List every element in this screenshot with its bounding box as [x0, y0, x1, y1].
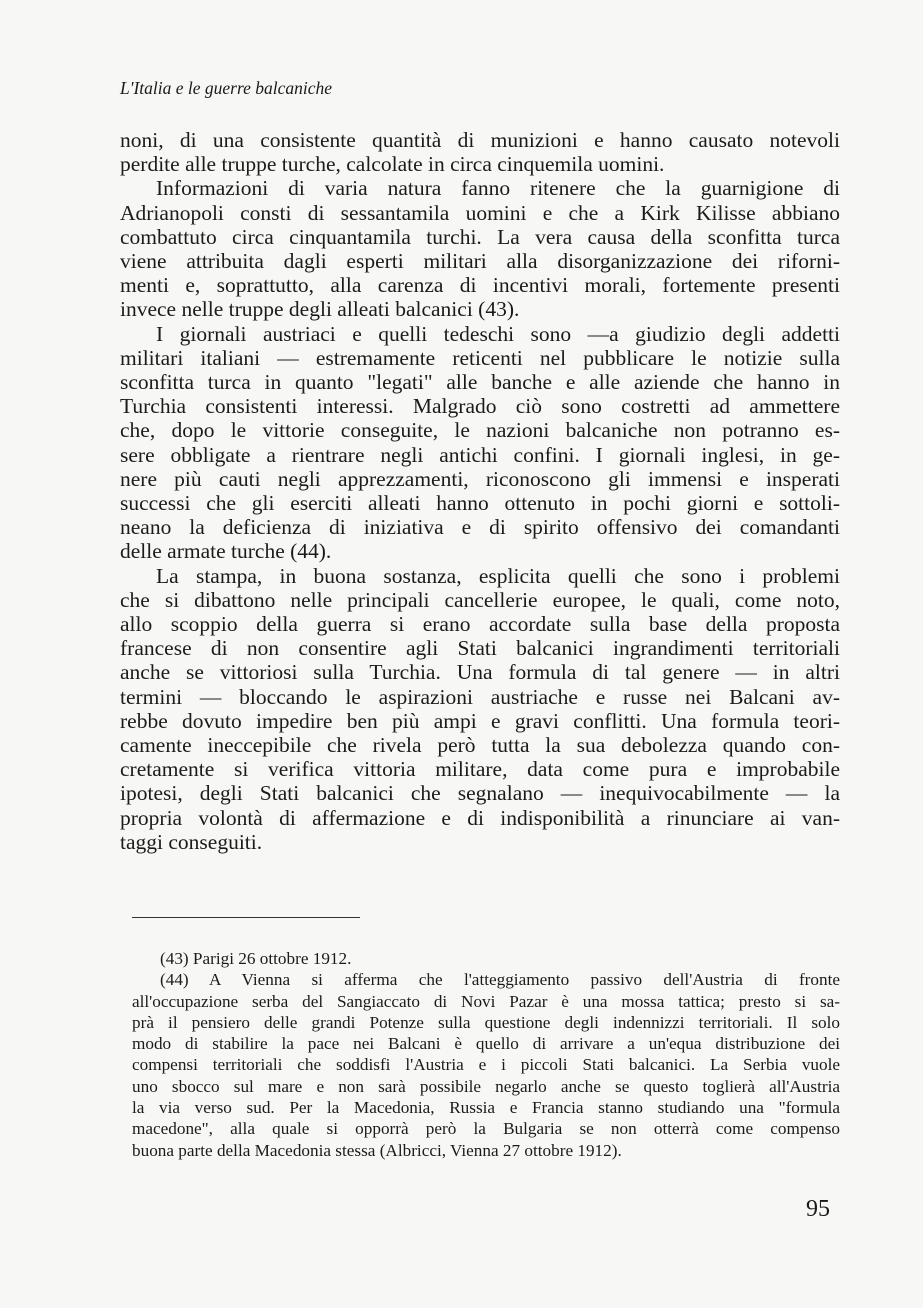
running-head: L'Italia e le guerre balcaniche	[120, 78, 333, 98]
text-line: noni, di una consistente quantità di munizioni e hanno causato notevoli	[120, 128, 840, 152]
text-line: rebbe dovuto impedire ben più ampi e gravi conflitti. Una formula teori-	[120, 708, 840, 733]
footnote-line: all'occupazione serba del Sangiaccato di Novi Pazar è una mossa tattica; presto si sa-	[132, 991, 840, 1011]
text-line: successi che gli eserciti alleati hanno ottenuto in pochi giorni e sottoli-	[120, 491, 840, 516]
text-line: menti e, soprattutto, alla carenza di incentivi morali, fortemente presenti	[120, 273, 840, 298]
text-line: viene attribuita dagli esperti militari alla disorganizzazione dei riforni-	[120, 249, 840, 274]
text-line: sconfitta turca in quanto "legati" alle banche e alle aziende che hanno in	[120, 370, 840, 395]
footnote-line: buona parte della Macedonia stessa (Albricci, Vienna 27 ottobre 1912).	[132, 1140, 622, 1160]
text-line: Informazioni di varia natura fanno ritenere che la guarnigione di	[156, 176, 840, 201]
text-line: neano la deficienza di iniziativa e di spirito offensivo dei comandanti	[120, 515, 840, 540]
text-line: che si dibattono nelle principali cancellerie europee, le quali, come noto,	[120, 587, 840, 612]
text-line: camente ineccepibile che rivela però tutta la sua debolezza quando con-	[120, 733, 840, 758]
footnote-line: (43) Parigi 26 ottobre 1912.	[160, 949, 352, 968]
text-line: militari italiani — estremamente reticenti nel pubblicare le notizie sulla	[120, 345, 840, 370]
text-line: anche se vittoriosi sulla Turchia. Una formula di tal genere — in altri	[120, 660, 840, 685]
page-number: 95	[806, 1196, 830, 1222]
text-line: nere più cauti negli apprezzamenti, riconoscono gli immensi e insperati	[120, 466, 840, 491]
text-line: allo scoppio della guerra si erano accordate sulla base della proposta	[120, 612, 840, 637]
footnote-line: uno sbocco sul mare e non sarà possibile negarlo anche se questo toglierà all'Austria	[132, 1076, 840, 1096]
text-line: che, dopo le vittorie conseguite, le nazioni balcaniche non potranno es-	[120, 418, 840, 443]
text-line: termini — bloccando le aspirazioni austriache e russe nei Balcani av-	[120, 684, 840, 709]
text-line: La stampa, in buona sostanza, esplicita quelli che sono i problemi	[156, 563, 840, 588]
text-line: Adrianopoli consti di sessantamila uomini e che a Kirk Kilisse abbiano	[120, 200, 840, 225]
text-line: combattuto circa cinquantamila turchi. La vera causa della sconfitta turca	[120, 224, 840, 249]
text-line: francese di non consentire agli Stati balcanici ingrandimenti territoriali	[120, 636, 840, 661]
footnote-line: modo di stabilire la pace nei Balcani è quello di arrivare a un'equa distribuzione dei	[132, 1034, 840, 1054]
footnote-line: compensi territoriali che soddisfi l'Austria e i piccoli Stati balcanici. La Serbia vuole	[132, 1055, 840, 1075]
text-line: perdite alle truppe turche, calcolate in circa cinquemila uomini.	[120, 152, 665, 177]
text-line: cretamente si verifica vittoria militare, data come pura e improbabile	[120, 757, 840, 782]
text-line: Turchia consistenti interessi. Malgrado ciò sono costretti ad ammettere	[120, 394, 840, 419]
footnotes	[132, 948, 840, 1161]
text-line: taggi conseguiti.	[120, 829, 263, 854]
footnote-line: la via verso sud. Per la Macedonia, Russia e Francia stanno studiando una "formula	[132, 1098, 840, 1118]
footnote-divider	[132, 917, 360, 918]
text-line: ipotesi, degli Stati balcanici che segnalano — inequivocabilmente — la	[120, 781, 840, 806]
text-line: propria volontà di affermazione e di indisponibilità a rinunciare ai van-	[120, 805, 840, 830]
footnote-line: (44) A Vienna si afferma che l'atteggiamento passivo dell'Austria di fronte	[160, 970, 840, 990]
text-line: sere obbligate a rientrare negli antichi confini. I giornali inglesi, in ge-	[120, 442, 840, 467]
text-line: I giornali austriaci e quelli tedeschi sono —a giudizio degli addetti	[156, 321, 840, 346]
footnote-line: macedone", alla quale si opporrà però la Bulgaria se non otterrà come compenso	[132, 1119, 840, 1139]
body-text	[120, 128, 840, 854]
text-line: invece nelle truppe degli alleati balcanici (43).	[120, 297, 520, 322]
footnote-line: prà il pensiero delle grandi Potenze sulla questione degli indennizzi territoriali. Il solo	[132, 1012, 840, 1032]
text-line: delle armate turche (44).	[120, 539, 332, 564]
